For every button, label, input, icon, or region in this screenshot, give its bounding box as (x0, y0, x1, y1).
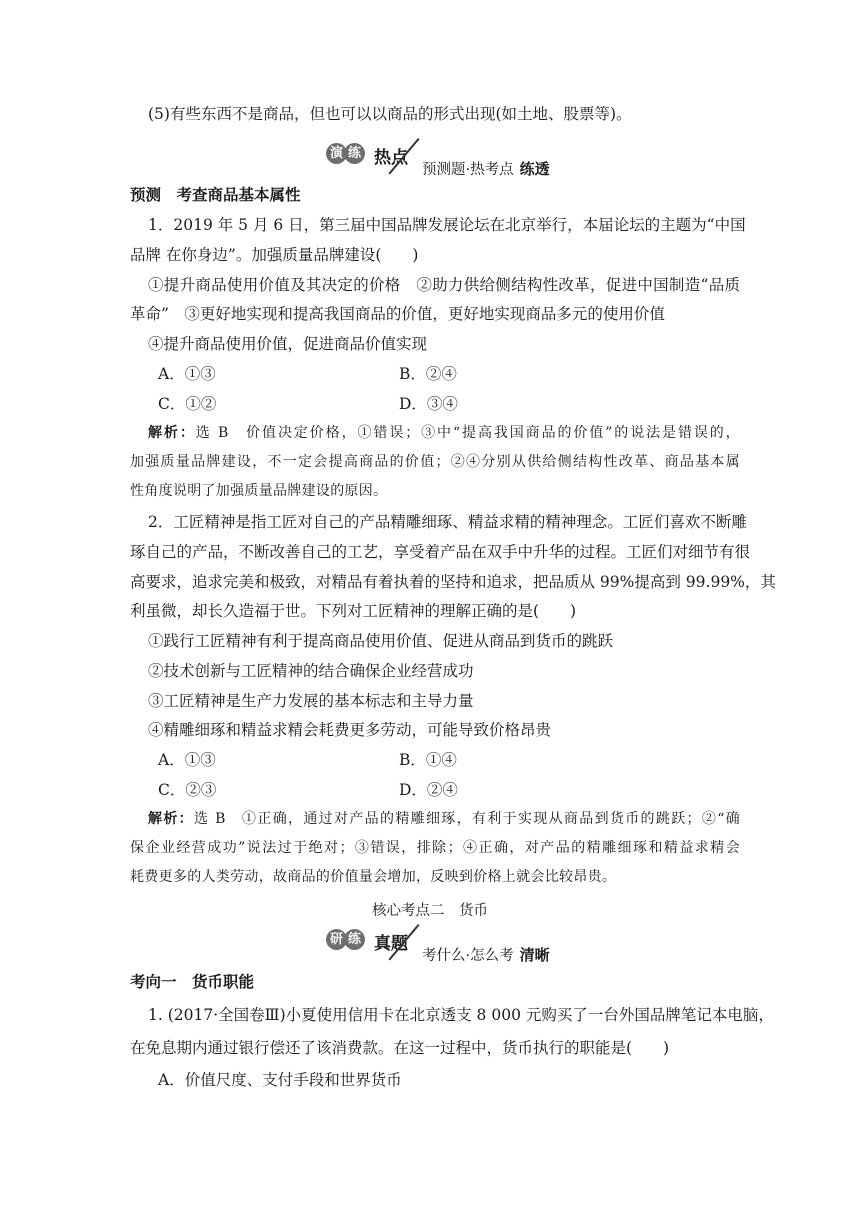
core-point-heading: 核心考点二 货币 (372, 903, 488, 919)
question-1-line-2: 品牌 在你身边”。加强质量品牌建设( ) (130, 246, 419, 264)
question-1-option-b: B．②④ (399, 365, 457, 383)
question-2-line-1: 2．工匠精神是指工匠对自己的产品精雕细琢、精益求精的精神理念。工匠们喜欢不断雕 (148, 513, 747, 531)
question-2-line-4: 利虽微，却长久造福于世。下列对工匠精神的理解正确的是( ) (130, 602, 577, 620)
question-2-analysis-line-1 (148, 809, 740, 829)
analysis-text: 选 B 价值决定价格，①错误；③中“提高我国商品的价值”的说法是错误的， (195, 425, 740, 441)
question-2-line-2: 琢自己的产品，不断改善自己的工艺，享受着产品在双手中升华的过程。工匠们对细节有很 (130, 543, 751, 561)
question-3-option-a: A．价值尺度、支付手段和世界货币 (158, 1071, 402, 1089)
pill-char-1: 演 (326, 143, 347, 164)
question-1-option-a: A．①③ (158, 365, 216, 383)
question-1-line-1: 1．2019 年 5 月 6 日，第三届中国品牌发展论坛在北京举行，本届论坛的主题为“中国 (148, 216, 746, 234)
practice-banner (322, 136, 582, 186)
question-3-line-1: 1. (2017·全国卷Ⅲ)小夏使用信用卡在北京透支 8 000 元购买了一台外国品牌笔记本电脑， (148, 1006, 774, 1024)
question-1-statement-1: ①提升商品使用价值及其决定的价格 ②助力供给侧结构性改革，促进中国制造“品质 (148, 276, 740, 294)
banner-subtitle (422, 158, 550, 179)
question-2-option-d: D．②④ (399, 781, 458, 799)
question-2-option-a: A．①③ (158, 751, 216, 769)
question-2-option-c: C．②③ (158, 781, 217, 799)
question-2-line-3: 高要求，追求完美和极致，对精品有着执着的坚持和追求，把品质从 99%提高到 99.99%，其 (130, 573, 776, 591)
question-1-statement-1b: 革命” ③更好地实现和提高我国商品的价值，更好地实现商品多元的使用价值 (130, 305, 665, 323)
banner-title: 热点 (374, 148, 408, 168)
question-2-statement-1: ①践行工匠精神有利于提高商品使用价值、促进从商品到货币的跳跃 (148, 632, 614, 650)
banner-pill (326, 142, 362, 164)
question-1-option-d: D．③④ (399, 395, 458, 413)
intro-note: (5)有些东西不是商品，但也可以以商品的形式出现(如土地、股票等)。 (148, 105, 632, 123)
banner-pill (326, 928, 362, 950)
question-2-statement-2: ②技术创新与工匠精神的结合确保企业经营成功 (148, 662, 474, 680)
banner-title: 真题 (374, 934, 408, 954)
pill-char-1: 研 (326, 929, 347, 950)
pill-char-2: 练 (344, 143, 365, 164)
banner-subtitle-text: 考什么·怎么考 (422, 948, 514, 964)
section-title: 考向一 货币职能 (130, 972, 255, 991)
question-2-analysis-line-3: 耗费更多的人类劳动，故商品的价值量会增加，反映到价格上就会比较昂贵。 (130, 869, 617, 885)
study-banner (322, 922, 582, 972)
question-1-statement-4: ④提升商品使用价值，促进商品价值实现 (148, 335, 428, 353)
analysis-text: 选 B ①正确，通过对产品的精雕细琢，有利于实现从商品到货币的跳跃；②“确 (193, 811, 740, 827)
banner-subtitle-bold: 练透 (519, 160, 550, 178)
question-2-statement-3: ③工匠精神是生产力发展的基本标志和主导力量 (148, 692, 474, 710)
banner-subtitle (422, 944, 550, 965)
question-2-option-b: B．①④ (399, 751, 457, 769)
question-2-statement-4: ④精雕细琢和精益求精会耗费更多劳动，可能导致价格昂贵 (148, 721, 552, 739)
analysis-label: 解析： (148, 811, 194, 827)
question-1-analysis-line-1 (148, 423, 740, 443)
question-1-analysis-line-3: 性角度说明了加强质量品牌建设的原因。 (130, 483, 388, 499)
banner-subtitle-bold: 清晰 (519, 946, 550, 964)
analysis-label: 解析： (148, 425, 196, 441)
section-title: 预测 考查商品基本属性 (130, 185, 301, 204)
question-1-option-c: C．①② (158, 395, 217, 413)
pill-char-2: 练 (344, 929, 365, 950)
question-2-analysis-line-2: 保企业经营成功”说法过于绝对；③错误，排除；④正确，对产品的精雕细琢和精益求精会 (130, 840, 740, 856)
question-1-analysis-line-2: 加强质量品牌建设，不一定会提高商品的价值；②④分别从供给侧结构性改革、商品基本属 (130, 454, 740, 470)
banner-subtitle-text: 预测题·热考点 (422, 162, 514, 178)
question-3-line-2: 在免息期内通过银行偿还了该消费款。在这一过程中，货币执行的职能是( ) (130, 1039, 670, 1057)
